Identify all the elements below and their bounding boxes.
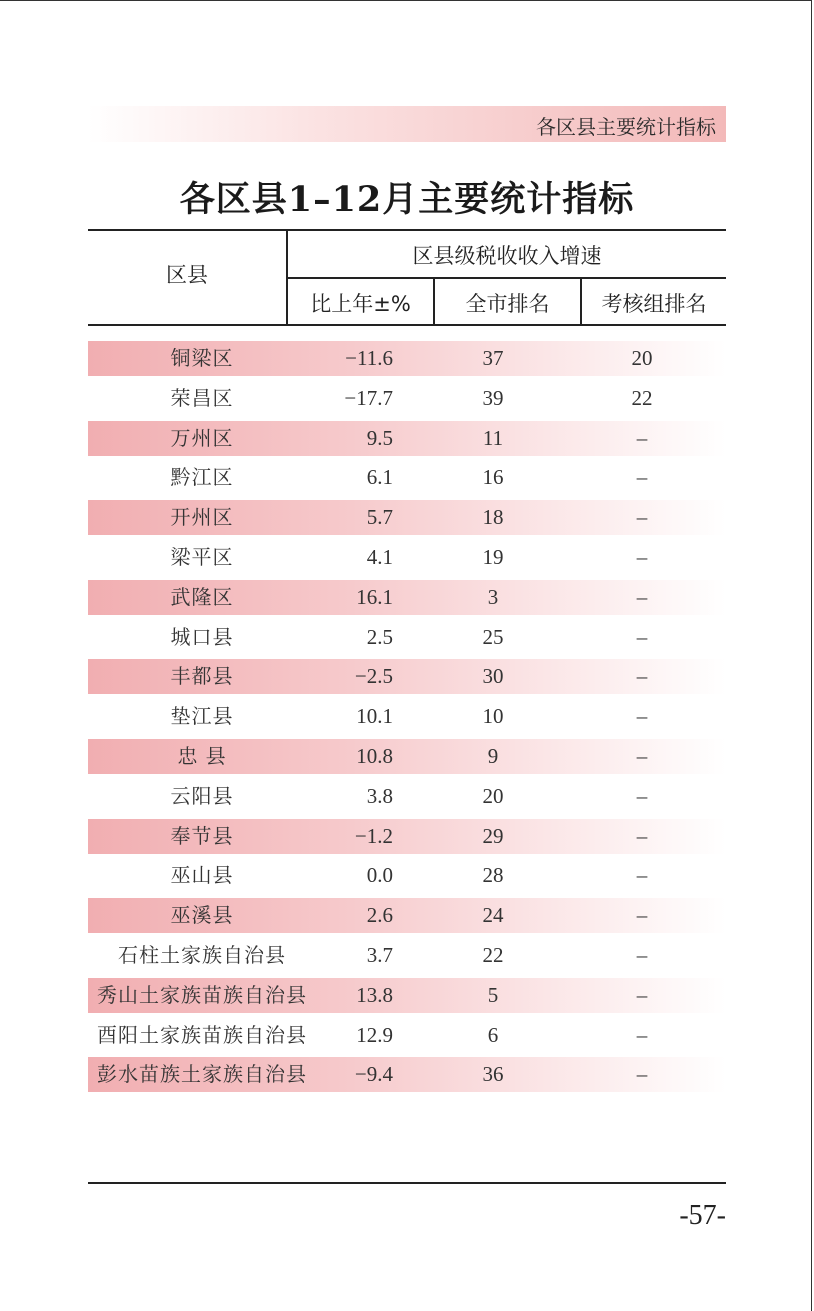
- section-header-band: [88, 106, 726, 142]
- pct-cell: −9.4: [354, 1062, 393, 1086]
- group-rank-cell: –: [636, 744, 648, 768]
- district-cell: 秀山土家族苗族自治县: [97, 983, 307, 1007]
- pct-cell: 5.7: [366, 505, 393, 529]
- group-rank-cell: –: [636, 943, 648, 967]
- group-rank-cell: –: [636, 784, 648, 808]
- table-row: [88, 460, 726, 495]
- table-top-rule: [88, 229, 726, 231]
- pct-cell: 16.1: [356, 585, 393, 609]
- group-rank-cell: –: [636, 465, 648, 489]
- table-row: [88, 659, 726, 694]
- section-label: 各区县主要统计指标: [536, 115, 716, 139]
- city-rank-cell: 6: [487, 1023, 499, 1047]
- group-rank-cell: –: [636, 704, 648, 728]
- header-group: 区县级税收收入增速: [412, 244, 602, 268]
- district-cell: 铜梁区: [170, 346, 234, 370]
- group-rank-cell: –: [636, 1023, 648, 1047]
- pct-cell: −1.2: [354, 824, 393, 848]
- pct-cell: 3.8: [366, 784, 393, 808]
- pct-cell: 3.7: [366, 943, 393, 967]
- table-row: [88, 1018, 726, 1053]
- page-number: -57-: [679, 1200, 726, 1231]
- district-cell: 荣昌区: [170, 386, 234, 410]
- district-cell: 黔江区: [170, 465, 234, 489]
- table-row: [88, 978, 726, 1013]
- header-city-rank: 全市排名: [465, 292, 550, 316]
- group-rank-cell: –: [636, 824, 648, 848]
- pct-cell: 12.9: [356, 1023, 393, 1047]
- city-rank-cell: 16: [482, 465, 504, 489]
- city-rank-cell: 10: [482, 704, 504, 728]
- city-rank-cell: 18: [482, 505, 504, 529]
- table-row: [88, 779, 726, 814]
- city-rank-cell: 9: [487, 744, 499, 768]
- table-row: [88, 1057, 726, 1092]
- group-rank-cell: –: [636, 505, 648, 529]
- pct-cell: −11.6: [345, 346, 393, 370]
- district-cell: 云阳县: [170, 784, 234, 808]
- table-row: [88, 699, 726, 734]
- city-rank-cell: 11: [482, 426, 504, 450]
- table-row: [88, 739, 726, 774]
- table-row: [88, 819, 726, 854]
- pct-cell: 9.5: [366, 426, 393, 450]
- city-rank-cell: 20: [482, 784, 504, 808]
- page-border-top: [0, 0, 812, 1]
- city-rank-cell: 36: [482, 1062, 504, 1086]
- city-rank-cell: 19: [482, 545, 504, 569]
- pct-cell: −2.5: [354, 664, 393, 688]
- pct-cell: 4.1: [366, 545, 393, 569]
- district-cell: 彭水苗族土家族自治县: [97, 1062, 307, 1086]
- district-cell: 城口县: [170, 625, 234, 649]
- table-row: [88, 500, 726, 535]
- table-row: [88, 898, 726, 933]
- pct-cell: 10.1: [356, 704, 393, 728]
- city-rank-cell: 3: [487, 585, 499, 609]
- city-rank-cell: 22: [482, 943, 504, 967]
- group-rank-cell: –: [636, 1062, 648, 1086]
- pct-cell: 13.8: [356, 983, 393, 1007]
- group-rank-cell: –: [636, 863, 648, 887]
- table-row: [88, 938, 726, 973]
- group-rank-cell: –: [636, 903, 648, 927]
- city-rank-cell: 25: [482, 625, 504, 649]
- pct-cell: 2.6: [366, 903, 393, 927]
- city-rank-cell: 37: [482, 346, 504, 370]
- footer-rule: [88, 1182, 726, 1184]
- group-rank-cell: –: [636, 545, 648, 569]
- group-rank-cell: 20: [631, 346, 653, 370]
- district-cell: 忠 县: [177, 744, 227, 768]
- header-group-rank: 考核组排名: [601, 292, 707, 316]
- table-row: [88, 580, 726, 615]
- group-rank-cell: –: [636, 664, 648, 688]
- header-pct: 比上年±%: [310, 292, 411, 316]
- header-bottom-rule: [88, 324, 726, 326]
- group-rank-cell: 22: [631, 386, 653, 410]
- pct-cell: −17.7: [344, 386, 393, 410]
- district-cell: 石柱土家族自治县: [118, 943, 286, 967]
- district-cell: 武隆区: [170, 585, 234, 609]
- group-rank-cell: –: [636, 983, 648, 1007]
- pct-cell: 10.8: [356, 744, 393, 768]
- page-title: 各区县1–12月主要统计指标: [179, 179, 635, 220]
- district-cell: 奉节县: [170, 824, 234, 848]
- district-cell: 巫溪县: [170, 903, 234, 927]
- header-district: 区县: [166, 263, 208, 287]
- table-row: [88, 421, 726, 456]
- pct-cell: 6.1: [366, 465, 393, 489]
- table-row: [88, 381, 726, 416]
- pct-cell: 0.0: [366, 863, 393, 887]
- group-rank-cell: –: [636, 585, 648, 609]
- page-border-right: [811, 0, 812, 1311]
- table-row: [88, 341, 726, 376]
- city-rank-cell: 39: [482, 386, 504, 410]
- city-rank-cell: 24: [482, 903, 504, 927]
- group-rank-cell: –: [636, 426, 648, 450]
- city-rank-cell: 28: [482, 863, 504, 887]
- district-cell: 万州区: [170, 426, 234, 450]
- district-cell: 酉阳土家族苗族自治县: [97, 1023, 307, 1047]
- district-cell: 开州区: [170, 505, 234, 529]
- header-mid-rule: [287, 277, 726, 279]
- group-rank-cell: –: [636, 625, 648, 649]
- city-rank-cell: 5: [487, 983, 499, 1007]
- district-cell: 丰都县: [170, 664, 234, 688]
- city-rank-cell: 30: [482, 664, 504, 688]
- district-cell: 梁平区: [170, 545, 234, 569]
- city-rank-cell: 29: [482, 824, 504, 848]
- district-cell: 垫江县: [170, 704, 234, 728]
- pct-cell: 2.5: [366, 625, 393, 649]
- table-row: [88, 858, 726, 893]
- table-row: [88, 540, 726, 575]
- district-cell: 巫山县: [170, 863, 234, 887]
- table-row: [88, 620, 726, 655]
